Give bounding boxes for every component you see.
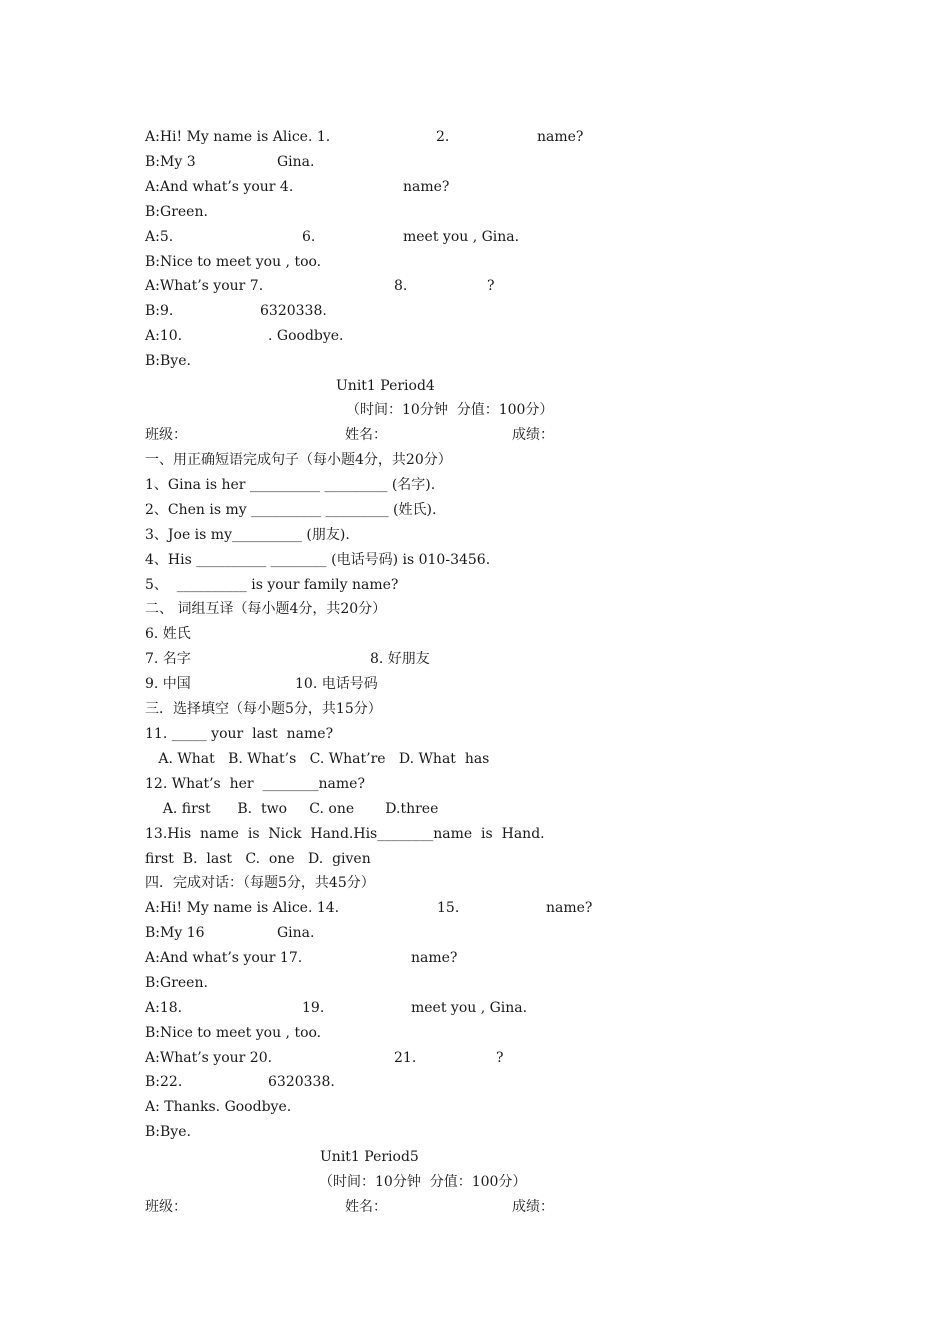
section-title: Unit1 Period4 bbox=[336, 378, 435, 394]
dialogue-text: name? bbox=[546, 900, 593, 916]
dialogue-text: ? bbox=[487, 278, 495, 294]
dialogue-line: B:My 3 bbox=[145, 154, 196, 170]
blank-number: 2. bbox=[436, 129, 450, 145]
section-subtitle: （时间：10分钟 分值：100分） bbox=[319, 1174, 527, 1190]
section-heading: 四．完成对话：（每题5分，共45分） bbox=[145, 875, 375, 891]
question: 11. _____ your last name? bbox=[145, 726, 334, 742]
question: 10. 电话号码 bbox=[295, 676, 378, 692]
name-label: 姓名： bbox=[345, 1199, 387, 1215]
dialogue-text: name? bbox=[403, 179, 450, 195]
section-title: Unit1 Period5 bbox=[320, 1149, 419, 1165]
dialogue-line: A:And what’s your 17. bbox=[145, 950, 303, 966]
dialogue-text: meet you , Gina. bbox=[403, 229, 520, 245]
dialogue-line: B:My 16 bbox=[145, 925, 205, 941]
dialogue-line: A:Hi! My name is Alice. 14. bbox=[145, 900, 340, 916]
name-label: 姓名： bbox=[345, 427, 387, 443]
question-options: first B. last C. one D. given bbox=[145, 851, 371, 867]
dialogue-line: B:Nice to meet you , too. bbox=[145, 254, 322, 270]
dialogue-line: B:Bye. bbox=[145, 353, 191, 369]
question: 2、Chen is my __________ _________ (姓氏). bbox=[145, 502, 437, 518]
dialogue-text: name? bbox=[411, 950, 458, 966]
dialogue-text: Gina. bbox=[277, 154, 315, 170]
dialogue-line: B:9. bbox=[145, 303, 174, 319]
question: 8. 好朋友 bbox=[370, 651, 430, 667]
dialogue-line: A:What’s your 20. bbox=[145, 1050, 273, 1066]
question-options: A. first B. two C. one D.three bbox=[145, 801, 439, 817]
question: 1、Gina is her __________ _________ (名字). bbox=[145, 477, 436, 493]
dialogue-line: B:Bye. bbox=[145, 1124, 191, 1140]
question: 12. What’s her ________name? bbox=[145, 776, 365, 792]
score-label: 成绩： bbox=[512, 427, 554, 443]
question: 6. 姓氏 bbox=[145, 626, 191, 642]
dialogue-text: Gina. bbox=[277, 925, 315, 941]
dialogue-line: B:22. bbox=[145, 1074, 183, 1090]
dialogue-line: B:Green. bbox=[145, 204, 208, 220]
dialogue-line: B:Nice to meet you , too. bbox=[145, 1025, 322, 1041]
dialogue-text: . Goodbye. bbox=[268, 328, 344, 344]
blank-number: 8. bbox=[394, 278, 408, 294]
blank-number: 15. bbox=[437, 900, 460, 916]
dialogue-line: B:Green. bbox=[145, 975, 208, 991]
question: 9. 中国 bbox=[145, 676, 191, 692]
section-heading: 三．选择填空（每小题5分，共15分） bbox=[145, 701, 382, 717]
question: 3、Joe is my__________ (朋友). bbox=[145, 527, 350, 543]
section-heading: 一、用正确短语完成句子（每小题4分，共20分） bbox=[145, 452, 452, 468]
dialogue-text: ? bbox=[496, 1050, 504, 1066]
dialogue-line: A: Thanks. Goodbye. bbox=[145, 1099, 292, 1115]
blank-number: 6. bbox=[302, 229, 316, 245]
dialogue-text: 6320338. bbox=[268, 1074, 335, 1090]
dialogue-line: A:Hi! My name is Alice. 1. bbox=[145, 129, 331, 145]
class-label: 班级： bbox=[145, 427, 187, 443]
blank-number: 19. bbox=[302, 1000, 325, 1016]
question-options: A. What B. What’s C. What’re D. What has bbox=[145, 751, 490, 767]
question: 4、His __________ ________ (电话号码) is 010-3456. bbox=[145, 552, 491, 568]
dialogue-line: A:What’s your 7. bbox=[145, 278, 264, 294]
dialogue-text: meet you , Gina. bbox=[411, 1000, 528, 1016]
dialogue-text: 6320338. bbox=[260, 303, 327, 319]
question: 7. 名字 bbox=[145, 651, 191, 667]
class-label: 班级： bbox=[145, 1199, 187, 1215]
blank-number: 21. bbox=[394, 1050, 417, 1066]
score-label: 成绩： bbox=[512, 1199, 554, 1215]
dialogue-line: A:18. bbox=[145, 1000, 183, 1016]
question: 5、 __________ is your family name? bbox=[145, 577, 399, 593]
section-subtitle: （时间：10分钟 分值：100分） bbox=[346, 402, 554, 418]
dialogue-line: A:And what’s your 4. bbox=[145, 179, 294, 195]
dialogue-line: A:10. bbox=[145, 328, 183, 344]
dialogue-line: A:5. bbox=[145, 229, 174, 245]
question: 13.His name is Nick Hand.His________name is Hand. bbox=[145, 826, 545, 842]
section-heading: 二、 词组互译（每小题4分，共20分） bbox=[145, 601, 387, 617]
dialogue-text: name? bbox=[537, 129, 584, 145]
